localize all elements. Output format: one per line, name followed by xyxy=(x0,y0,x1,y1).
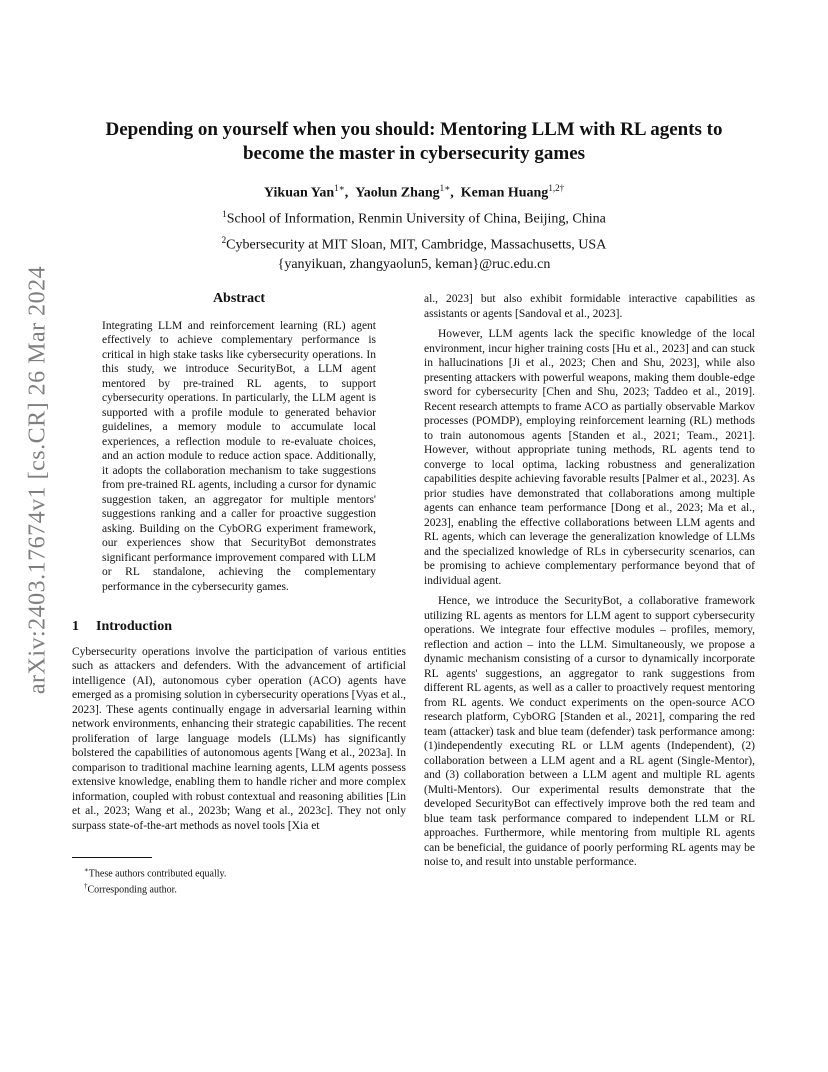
footnote-divider xyxy=(72,857,152,858)
author-marks: 1∗ xyxy=(439,183,451,193)
introduction-paragraph: al., 2023] but also exhibit formidable interactive capabilities as assistants or agents [Sandoval et al., 2023]. xyxy=(424,293,755,320)
affiliations xyxy=(80,204,748,275)
affiliation-line xyxy=(80,230,748,256)
footnote-text: These authors contributed equally. xyxy=(88,868,227,880)
section-number: 1 xyxy=(72,619,79,634)
footnote-mark: ∗ xyxy=(84,866,89,874)
section-title: Introduction xyxy=(96,619,172,634)
author-marks: 1,2† xyxy=(548,183,565,193)
right-column xyxy=(424,292,755,870)
author-name: Keman Huang xyxy=(460,185,549,201)
affiliation-text: Cybersecurity at MIT Sloan, MIT, Cambridge, Massachusetts, USA xyxy=(226,237,607,253)
affiliation-text: School of Information, Renmin University of China, Beijing, China xyxy=(226,211,606,227)
author-emails: {yanyikuan, zhangyaolun5, keman}@ruc.edu.cn xyxy=(277,257,551,273)
author-name: Yikuan Yan xyxy=(263,185,335,201)
left-column xyxy=(72,292,406,897)
arxiv-identifier-stamp: arXiv:2403.17674v1 [cs.CR] 26 Mar 2024 xyxy=(24,265,51,695)
affiliation-line xyxy=(80,204,748,230)
introduction-paragraph: However, LLM agents lack the specific knowledge of the local environment, incur higher training costs [Hu et al., 2023] and can stuck in hallucinations [Ji et al., 2023; Chen and Shu, 2023], while also presenting attackers with powerful weapons, making them double-edge sword for cybersecurity [Chen and Shu, 2023; Taddeo et al., 2019]. Recent research attempts to frame ACO as partially observable Markov processes (POMDP), employing reinforcement learning (RL) methods to train autonomous agents [Standen et al., 2021; Team., 2021]. However, without appropriate tuning methods, RL agents tend to converge to local optima, lacking robustness and generalization capabilities despite achieving favorable results [Palmer et al., 2023]. As prior studies have demonstrated that collaborations among multiple agents can enhance team performance [Dong et al., 2023; Ma et al., 2023], enabling the effective collaborations between LLM agents and RL agents, which can leverage the generalization knowledge of LLMs and the specialized knowledge of RLs in cybersecurity scenarios, can be promising to achieve complementary performance beyond that of individual agent. xyxy=(424,328,755,587)
footnote-text: Corresponding author. xyxy=(87,884,177,896)
affiliation-mark: 2 xyxy=(221,234,227,245)
paper-title: Depending on yourself when you should: Mentoring LLM with RL agents to become the master in cybersecurity games xyxy=(105,119,723,164)
abstract-heading: Abstract xyxy=(212,291,266,306)
introduction-paragraph: Hence, we introduce the SecurityBot, a collaborative framework utilizing RL agents as mentors for LLM agent to support cybersecurity operations. We integrate four effective modules – profiles, memory, reflection and action – into the LLM. Simultaneously, we propose a dynamic mechanism consisting of a cursor to dynamically incorporate RL agents' suggestions, an aggregator to rank suggestions from different RL agents, as well as a caller to proactively request mentoring from RL agents. We conduct experiments on the open-source ACO research platform, CybORG [Standen et al., 2021], comparing the red team (attacker) task and blue team (defender) task performance among: (1)independently executing RL or LLM agents (Independent), (2) collaboration between a LLM agent and a RL agent (Single-Mentor), and (3) collaboration between a LLM agent and multiple RL agents (Multi-Mentors). Our experimental results demonstrate that the developed SecurityBot can effectively improve both the red team and blue team task performance compared to independent LLM or RL approaches. Furthermore, while mentoring from multiple RL agents can be beneficial, the guidance of poorly performing RL agents may be noise to, and result into unstable performance. xyxy=(424,595,755,868)
abstract-text: Integrating LLM and reinforcement learning (RL) agent effectively to achieve complementary performance is critical in high stake tasks like cybersecurity operations. In this study, we introduce SecurityBot, a LLM agent mentored by pre-trained RL agents, to support cybersecurity operations. In particularly, the LLM agent is supported with a profile module to generated behavior guidelines, a memory module to accumulate local experiences, a reflection module to re-evaluate choices, and an action module to reduce action space. Additionally, it adopts the collaboration mechanism to take suggestions from pre-trained RL agents, including a cursor for dynamic suggestion taken, an aggregator for multiple mentors' suggestions ranking and a caller for proactive suggestion asking. Building on the CybORG experiment framework, our experiences show that SecurityBot demonstrates significant performance improvement compared with LLM or RL standalone, achieving the complementary performance in the cybersecurity games. xyxy=(102,319,376,593)
section-heading xyxy=(72,620,406,635)
author-marks: 1∗ xyxy=(334,183,345,193)
footnote-mark: † xyxy=(84,882,88,891)
author-name: Yaolun Zhang xyxy=(355,185,440,201)
introduction-paragraph: Cybersecurity operations involve the participation of various entities such as attackers and defenders. With the advancement of artificial intelligence (AI), autonomous cyber operation (ACO) agents have emerged as a promising solution in cybersecurity operations [Vyas et al., 2023]. These agents continually engage in adversarial learning within network environments, enhancing their strategic capabilities. The recent proliferation of large language models (LLMs) has significantly bolstered the capabilities of autonomous agents [Wang et al., 2023a]. In comparison to traditional machine learning agents, LLM agents possess extensive knowledge, enabling them to handle richer and more complex information, coupled with robust contextual and reasoning abilities [Lin et al., 2023; Wang et al., 2023b; Wang et al., 2023c]. They not only surpass state-of-the-art methods as novel tools [Xia et xyxy=(72,645,406,832)
footnote xyxy=(72,864,406,880)
author-list: Yikuan Yan$^{1∗}$, Yaolun Zhang$^{1∗}$, Keman Huang$^{1,2\dagger}$ xyxy=(263,183,565,201)
footnote xyxy=(72,880,406,896)
affiliation-mark: 1 xyxy=(222,209,227,219)
